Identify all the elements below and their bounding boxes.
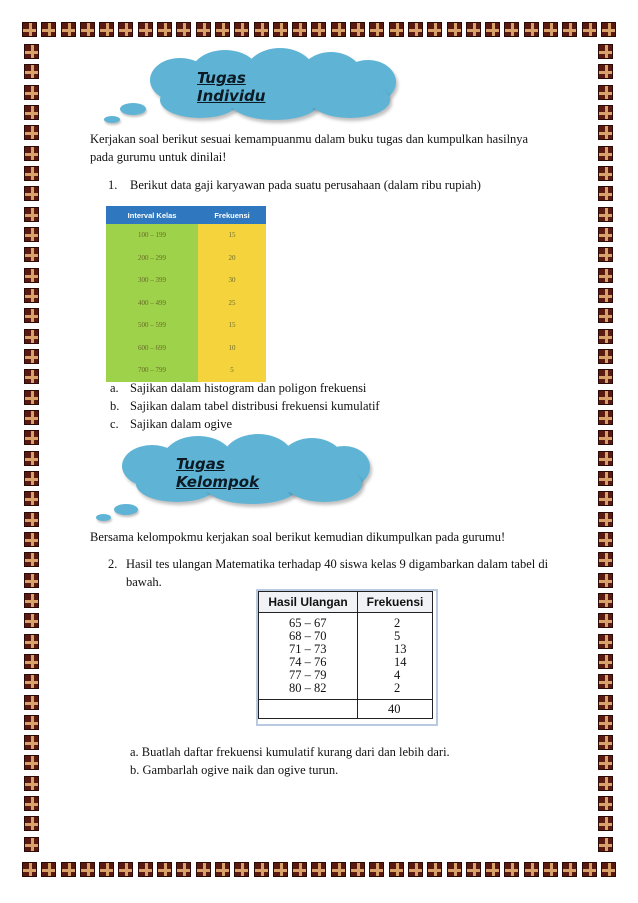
table-row <box>106 247 266 270</box>
gift-border-icon <box>408 862 423 877</box>
cloud-puff <box>96 514 111 521</box>
gift-border-icon <box>504 862 519 877</box>
banner-kelompok-title: Tugas Kelompok <box>176 455 260 491</box>
table-cell: 71 – 73 <box>259 643 358 656</box>
q2-line-1: Hasil tes ulangan Matematika terhadap 40 siswa kelas 9 digambarkan dalam tabel di <box>126 557 549 571</box>
table-cell: 13 <box>358 643 433 656</box>
gift-border-icon <box>598 288 613 303</box>
gift-border-icon <box>598 471 613 486</box>
table-cell: 10 <box>198 337 266 360</box>
gift-border-icon <box>24 186 39 201</box>
bottom-border <box>22 862 616 880</box>
gift-border-icon <box>598 329 613 344</box>
cloud-puff <box>114 504 138 515</box>
intro-line-2: pada gurumu untuk dinilai! <box>90 150 227 164</box>
gift-border-icon <box>99 22 114 37</box>
gift-border-icon <box>24 166 39 181</box>
gift-border-icon <box>24 64 39 79</box>
table-header: Frekuensi <box>358 592 433 613</box>
table-cell: 5 <box>198 359 266 382</box>
gift-border-icon <box>24 146 39 161</box>
table-row <box>106 292 266 315</box>
gift-border-icon <box>598 654 613 669</box>
gift-border-icon <box>504 22 519 37</box>
gift-border-icon <box>138 862 153 877</box>
table-cell: 15 <box>198 314 266 337</box>
gift-border-icon <box>24 105 39 120</box>
q2-sub-b: b. Gambarlah ogive naik dan ogive turun. <box>130 763 339 777</box>
gift-border-icon <box>598 776 613 791</box>
gift-border-icon <box>24 552 39 567</box>
gift-border-icon <box>389 22 404 37</box>
gift-border-icon <box>61 22 76 37</box>
table-cell: 68 – 70 <box>259 630 358 643</box>
gift-border-icon <box>292 862 307 877</box>
table-header: Interval Kelas <box>106 206 198 224</box>
group-intro: Bersama kelompokmu kerjakan soal berikut kemudian dikumpulkan pada gurumu! <box>90 530 506 544</box>
gift-border-icon <box>598 837 613 852</box>
gift-border-icon <box>118 22 133 37</box>
gift-border-icon <box>273 862 288 877</box>
gift-border-icon <box>408 22 423 37</box>
gift-border-icon <box>24 532 39 547</box>
table-cell: 700 – 799 <box>106 359 198 382</box>
gift-border-icon <box>598 64 613 79</box>
gift-border-icon <box>24 369 39 384</box>
q2-sub-a: a. Buatlah daftar frekuensi kumulatif kurang dari dan lebih dari. <box>130 745 450 759</box>
gift-border-icon <box>157 862 172 877</box>
gift-border-icon <box>24 44 39 59</box>
table-cell: 5 <box>358 630 433 643</box>
gift-border-icon <box>598 755 613 770</box>
table-row <box>106 269 266 292</box>
gift-border-icon <box>24 471 39 486</box>
gift-border-icon <box>24 329 39 344</box>
gift-border-icon <box>24 735 39 750</box>
gift-border-icon <box>598 85 613 100</box>
gift-border-icon <box>598 796 613 811</box>
gift-border-icon <box>24 816 39 831</box>
table-cell: 15 <box>198 224 266 247</box>
table-cell: 20 <box>198 247 266 270</box>
salary-table <box>106 206 266 382</box>
gift-border-icon <box>598 573 613 588</box>
gift-border-icon <box>254 22 269 37</box>
table-cell: 100 – 199 <box>106 224 198 247</box>
gift-border-icon <box>350 862 365 877</box>
gift-border-icon <box>598 227 613 242</box>
q1-sub-b: Sajikan dalam tabel distribusi frekuensi kumulatif <box>130 399 380 413</box>
gift-border-icon <box>138 22 153 37</box>
gift-border-icon <box>22 22 37 37</box>
table-cell: 65 – 67 <box>259 613 358 631</box>
table-cell <box>259 700 358 719</box>
q2-number: 2. <box>108 557 118 571</box>
table-row <box>106 224 266 247</box>
gift-border-icon <box>369 22 384 37</box>
gift-border-icon <box>176 862 191 877</box>
gift-border-icon <box>24 85 39 100</box>
gift-border-icon <box>598 695 613 710</box>
cloud-puff <box>104 116 120 123</box>
cloud-puff <box>120 103 146 115</box>
gift-border-icon <box>234 22 249 37</box>
gift-border-icon <box>582 22 597 37</box>
q2-line-2: bawah. <box>126 575 162 589</box>
gift-border-icon <box>598 390 613 405</box>
table-header: Hasil Ulangan <box>259 592 358 613</box>
table-total-row <box>259 700 433 719</box>
gift-border-icon <box>524 22 539 37</box>
gift-border-icon <box>24 268 39 283</box>
table-cell: 2 <box>358 613 433 631</box>
table-cell: 200 – 299 <box>106 247 198 270</box>
gift-border-icon <box>598 430 613 445</box>
gift-border-icon <box>41 862 56 877</box>
gift-border-icon <box>24 491 39 506</box>
gift-border-icon <box>196 862 211 877</box>
table-cell: 2 <box>358 682 433 700</box>
table-row <box>106 314 266 337</box>
gift-border-icon <box>24 247 39 262</box>
intro-line-1: Kerjakan soal berikut sesuai kemampuanmu dalam buku tugas dan kumpulkan hasilnya <box>90 132 529 146</box>
gift-border-icon <box>543 862 558 877</box>
table-cell: 4 <box>358 669 433 682</box>
gift-border-icon <box>24 674 39 689</box>
gift-border-icon <box>562 22 577 37</box>
banner-individu-title: Tugas Individu <box>197 69 266 105</box>
gift-border-icon <box>80 862 95 877</box>
gift-border-icon <box>598 552 613 567</box>
gift-border-icon <box>24 390 39 405</box>
gift-border-icon <box>273 22 288 37</box>
gift-border-icon <box>562 862 577 877</box>
q1-sub-a-label: a. <box>110 381 119 395</box>
gift-border-icon <box>41 22 56 37</box>
gift-border-icon <box>24 593 39 608</box>
gift-border-icon <box>427 862 442 877</box>
gift-border-icon <box>598 125 613 140</box>
gift-border-icon <box>24 776 39 791</box>
gift-border-icon <box>99 862 114 877</box>
gift-border-icon <box>157 22 172 37</box>
gift-border-icon <box>311 862 326 877</box>
table-row <box>259 682 433 700</box>
gift-border-icon <box>598 674 613 689</box>
left-border <box>24 44 42 852</box>
table-cell: 74 – 76 <box>259 656 358 669</box>
gift-border-icon <box>524 862 539 877</box>
gift-border-icon <box>485 862 500 877</box>
gift-border-icon <box>598 410 613 425</box>
gift-border-icon <box>369 862 384 877</box>
gift-border-icon <box>598 44 613 59</box>
q1-sub-a: Sajikan dalam histogram dan poligon frekuensi <box>130 381 367 395</box>
gift-border-icon <box>61 862 76 877</box>
gift-border-icon <box>215 862 230 877</box>
gift-border-icon <box>234 862 249 877</box>
gift-border-icon <box>24 125 39 140</box>
q1-number: 1. <box>108 178 118 192</box>
gift-border-icon <box>24 715 39 730</box>
gift-border-icon <box>598 146 613 161</box>
gift-border-icon <box>447 862 462 877</box>
table-cell: 500 – 599 <box>106 314 198 337</box>
gift-border-icon <box>24 308 39 323</box>
table-cell: 77 – 79 <box>259 669 358 682</box>
q1-text: Berikut data gaji karyawan pada suatu perusahaan (dalam ribu rupiah) <box>130 178 481 192</box>
gift-border-icon <box>598 207 613 222</box>
gift-border-icon <box>598 166 613 181</box>
score-table <box>258 591 433 719</box>
gift-border-icon <box>24 634 39 649</box>
gift-border-icon <box>598 613 613 628</box>
gift-border-icon <box>292 22 307 37</box>
gift-border-icon <box>118 862 133 877</box>
gift-border-icon <box>598 512 613 527</box>
gift-border-icon <box>598 268 613 283</box>
gift-border-icon <box>24 451 39 466</box>
gift-border-icon <box>24 227 39 242</box>
gift-border-icon <box>598 532 613 547</box>
table-row <box>106 359 266 382</box>
table-cell: 30 <box>198 269 266 292</box>
gift-border-icon <box>331 862 346 877</box>
gift-border-icon <box>598 349 613 364</box>
table-cell: 300 – 399 <box>106 269 198 292</box>
gift-border-icon <box>598 451 613 466</box>
gift-border-icon <box>598 105 613 120</box>
gift-border-icon <box>24 573 39 588</box>
gift-border-icon <box>601 862 616 877</box>
table-cell: 25 <box>198 292 266 315</box>
table-row <box>259 656 433 669</box>
gift-border-icon <box>598 816 613 831</box>
gift-border-icon <box>215 22 230 37</box>
gift-border-icon <box>24 512 39 527</box>
gift-border-icon <box>24 410 39 425</box>
gift-border-icon <box>24 654 39 669</box>
gift-border-icon <box>598 634 613 649</box>
gift-border-icon <box>447 22 462 37</box>
gift-border-icon <box>176 22 191 37</box>
gift-border-icon <box>254 862 269 877</box>
gift-border-icon <box>598 491 613 506</box>
gift-border-icon <box>598 186 613 201</box>
gift-border-icon <box>24 837 39 852</box>
gift-border-icon <box>22 862 37 877</box>
gift-border-icon <box>582 862 597 877</box>
gift-border-icon <box>196 22 211 37</box>
table-cell: 600 – 699 <box>106 337 198 360</box>
gift-border-icon <box>350 22 365 37</box>
gift-border-icon <box>485 22 500 37</box>
right-border <box>598 44 616 852</box>
gift-border-icon <box>24 755 39 770</box>
gift-border-icon <box>24 613 39 628</box>
gift-border-icon <box>466 22 481 37</box>
gift-border-icon <box>80 22 95 37</box>
gift-border-icon <box>24 796 39 811</box>
table-cell: 14 <box>358 656 433 669</box>
table-row <box>259 613 433 631</box>
table-row <box>259 669 433 682</box>
gift-border-icon <box>24 349 39 364</box>
gift-border-icon <box>601 22 616 37</box>
gift-border-icon <box>24 288 39 303</box>
gift-border-icon <box>598 247 613 262</box>
gift-border-icon <box>543 22 558 37</box>
gift-border-icon <box>24 207 39 222</box>
table-total: 40 <box>358 700 433 719</box>
top-border <box>22 22 616 40</box>
gift-border-icon <box>598 735 613 750</box>
gift-border-icon <box>598 369 613 384</box>
table-cell: 80 – 82 <box>259 682 358 700</box>
gift-border-icon <box>466 862 481 877</box>
gift-border-icon <box>24 695 39 710</box>
gift-border-icon <box>598 715 613 730</box>
gift-border-icon <box>24 430 39 445</box>
gift-border-icon <box>598 593 613 608</box>
gift-border-icon <box>331 22 346 37</box>
gift-border-icon <box>311 22 326 37</box>
gift-border-icon <box>427 22 442 37</box>
gift-border-icon <box>389 862 404 877</box>
q1-sub-c-label: c. <box>110 417 119 431</box>
gift-border-icon <box>598 308 613 323</box>
table-header: Frekuensi <box>198 206 266 224</box>
q1-sub-b-label: b. <box>110 399 120 413</box>
q1-sub-c: Sajikan dalam ogive <box>130 417 233 431</box>
table-row <box>106 337 266 360</box>
table-cell: 400 – 499 <box>106 292 198 315</box>
